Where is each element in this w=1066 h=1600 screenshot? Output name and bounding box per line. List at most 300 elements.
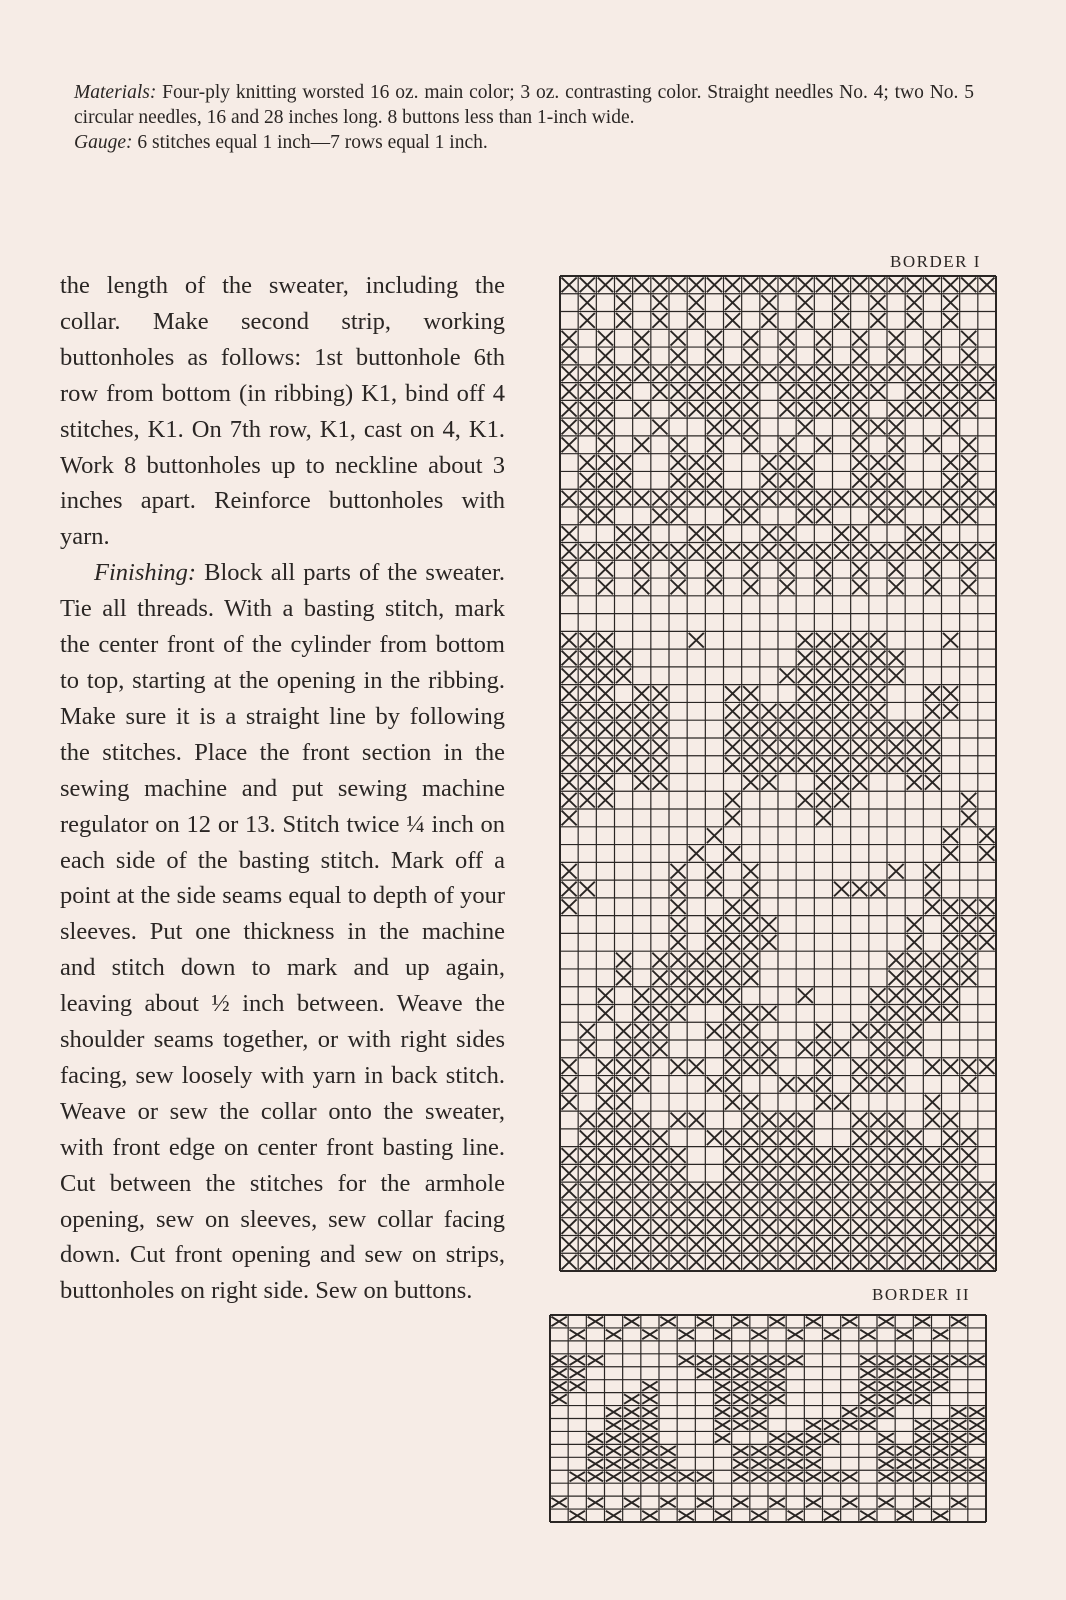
border-1-stitch-x [726,1042,740,1055]
border-1-stitch-x [835,740,849,753]
border-1-stitch-x [889,278,903,291]
border-1-stitch-x [689,545,703,558]
border-1-stitch-x [798,385,812,398]
border-2-stitch-x [698,1472,712,1481]
border-2-stitch-x [625,1434,639,1443]
border-1-stitch-x [580,1131,594,1144]
border-1-stitch-x [635,562,649,575]
border-1-stitch-x [871,1202,885,1215]
border-1-stitch-x [617,456,631,469]
border-1-stitch-x [726,1024,740,1037]
border-2-stitch-x [643,1330,657,1339]
border-1-stitch-x [671,1060,685,1073]
border-1-stitch-x [853,403,867,416]
border-1-stitch-x [671,438,685,451]
border-1-stitch-x [653,278,667,291]
border-1-stitch-x [671,936,685,949]
border-1-stitch-x [671,1202,685,1215]
border-1-stitch-x [926,971,940,984]
border-1-stitch-x [653,722,667,735]
border-2-stitch-x [934,1421,948,1430]
border-1-stitch-x [580,545,594,558]
border-2-stitch-x [570,1472,584,1481]
border-1-stitch-x [962,1060,976,1073]
border-1-stitch-x [926,687,940,700]
finishing-label: Finishing: [94,559,197,587]
border-1-stitch-x [835,776,849,789]
border-2-stitch-x [788,1434,802,1443]
border-2-stitch-x [879,1498,893,1507]
border-1-stitch-x [798,1255,812,1268]
border-1-stitch-x [871,740,885,753]
border-2-stitch-x [843,1498,857,1507]
border-1-stitch-x [762,722,776,735]
border-1-stitch-x [726,420,740,433]
border-1-stitch-x [580,1024,594,1037]
border-1-stitch-x [762,936,776,949]
border-1-stitch-x [635,1113,649,1126]
border-2-stitch-x [734,1356,748,1365]
border-1-stitch-x [926,580,940,593]
border-2-stitch-x [916,1472,930,1481]
border-1-stitch-x [962,349,976,362]
border-1-stitch-x [599,403,613,416]
border-1-stitch-x [599,1131,613,1144]
border-1-stitch-x [835,1096,849,1109]
border-1-stitch-x [580,776,594,789]
border-1-stitch-x [962,562,976,575]
border-1-stitch-x [889,332,903,345]
border-1-stitch-x [689,953,703,966]
border-1-stitch-x [562,1078,576,1091]
border-1-stitch-x [853,349,867,362]
border-2-stitch-x [734,1421,748,1430]
border-1-stitch-x [617,527,631,540]
border-2-stitch-x [698,1498,712,1507]
border-1-stitch-x [907,1255,921,1268]
border-1-stitch-x [671,971,685,984]
border-2-stitch-x [570,1382,584,1391]
border-1-stitch-x [671,349,685,362]
border-2-stitch-x [897,1511,911,1520]
border-1-stitch-x [907,385,921,398]
border-1-stitch-x [708,1024,722,1037]
border-1-stitch-x [944,509,958,522]
border-1-stitch-x [689,971,703,984]
border-1-stitch-x [762,1149,776,1162]
border-1-stitch-x [835,296,849,309]
border-1-stitch-x [762,1255,776,1268]
border-2-stitch-x [679,1472,693,1481]
border-2-stitch-x [589,1317,603,1326]
border-1-stitch-x [762,1007,776,1020]
border-1-stitch-x [635,1167,649,1180]
border-1-stitch-x [599,332,613,345]
border-1-stitch-x [907,278,921,291]
border-1-stitch-x [617,474,631,487]
border-1-stitch-x [708,865,722,878]
border-2-stitch-x [607,1330,621,1339]
border-1-stitch-x [726,367,740,380]
materials-text: Four-ply knitting worsted 16 oz. main color; 3 oz. contrasting color. Straight needles No. 4; two No. 5 circular needles, 16 and 28 inches long. 8 buttons less than 1-inch wide. [74,82,974,128]
border-1-stitch-x [853,1220,867,1233]
border-1-stitch-x [580,1238,594,1251]
border-1-stitch-x [726,509,740,522]
border-1-stitch-x [835,1202,849,1215]
border-1-stitch-x [744,971,758,984]
border-1-stitch-x [708,278,722,291]
border-1-stitch-x [798,1042,812,1055]
border-1-stitch-x [835,1238,849,1251]
border-2-stitch-x [916,1382,930,1391]
border-1-stitch-x [853,332,867,345]
border-2-stitch-x [716,1408,730,1417]
border-1-stitch-x [926,349,940,362]
border-2-stitch-x [897,1369,911,1378]
border-1-stitch-x [671,278,685,291]
border-2-stitch-x [952,1421,966,1430]
border-1-stitch-x [708,936,722,949]
border-1-stitch-x [926,776,940,789]
border-1-stitch-x [653,296,667,309]
border-1-stitch-x [689,385,703,398]
border-1-stitch-x [599,989,613,1002]
border-1-stitch-x [562,1184,576,1197]
border-2-stitch-x [807,1434,821,1443]
border-1-stitch-x [907,776,921,789]
border-1-stitch-x [726,1202,740,1215]
border-1-stitch-x [907,918,921,931]
border-1-stitch-x [708,953,722,966]
border-1-stitch-x [907,989,921,1002]
border-2-stitch-x [788,1460,802,1469]
border-1-stitch-x [835,1220,849,1233]
border-2-stitch-x [734,1447,748,1456]
border-2-stitch-x [897,1330,911,1339]
border-1-stitch-x [907,545,921,558]
border-1-stitch-x [744,1255,758,1268]
border-2-stitch-x [825,1330,839,1339]
border-1-stitch-x [599,740,613,753]
border-1-stitch-x [762,1184,776,1197]
border-1-stitch-x [944,1184,958,1197]
border-2-stitch-x [825,1434,839,1443]
border-1-stitch-x [907,1220,921,1233]
border-1-stitch-x [726,918,740,931]
border-1-stitch-x [708,527,722,540]
border-1-stitch-x [708,829,722,842]
border-1-stitch-x [980,385,994,398]
border-1-stitch-x [926,1060,940,1073]
border-1-stitch-x [580,722,594,735]
border-1-stitch-x [653,1007,667,1020]
border-1-stitch-x [817,438,831,451]
border-1-stitch-x [926,491,940,504]
border-2-stitch-x [861,1408,875,1417]
border-1-stitch-x [980,545,994,558]
border-1-stitch-x [944,1167,958,1180]
border-1-stitch-x [944,491,958,504]
finishing-text: Block all parts of the sweater. Tie all threads. With a basting stitch, mark the center front of the cylinder from bottom to top, starting at the opening in the ribbing. Make sure it is a straight line by following the stitches. Place the front section in the sewing machine and put sewing machine regulator on 12 or 13. Stitch twice ¼ inch on each side of the basting stitch. Mark off a point at the side seams equal to depth of your sleeves. Put one thickness in the machine and stitch down to mark and up again, leaving about ½ inch between. Weave the shoulder seams together, or with right sides facing, sew loosely with yarn in back stitch. Weave or sew the collar onto the sweater, with front edge on center front basting line. Cut between the stitches for the armhole opening, sew on sleeves, sew collar facing down. Cut front opening and sew on strips, buttonholes on right side. Sew on buttons. [60,559,505,1305]
border-1-stitch-x [617,651,631,664]
border-2-stitch-x [934,1511,948,1520]
border-2-stitch-x [589,1356,603,1365]
border-1-stitch-x [907,491,921,504]
border-1-stitch-x [780,722,794,735]
border-1-stitch-x [889,651,903,664]
border-2-stitch-x [661,1317,675,1326]
border-1-stitch-x [780,1184,794,1197]
border-1-stitch-x [926,385,940,398]
border-1-stitch-x [744,420,758,433]
border-1-stitch-x [980,847,994,860]
border-2-stitch-x [861,1511,875,1520]
border-1-stitch-x [944,296,958,309]
border-2-stitch-x [643,1447,657,1456]
border-1-stitch-x [726,847,740,860]
border-1-stitch-x [744,1007,758,1020]
border-1-stitch-x [562,1149,576,1162]
border-1-stitch-x [617,278,631,291]
border-1-stitch-x [944,545,958,558]
border-1-stitch-x [944,1131,958,1144]
border-1-stitch-x [617,1255,631,1268]
border-1-stitch-x [562,278,576,291]
border-1-stitch-x [835,687,849,700]
border-1-stitch-x [580,1149,594,1162]
border-1-stitch-x [962,278,976,291]
border-1-stitch-x [944,1060,958,1073]
border-1-stitch-x [744,936,758,949]
border-1-stitch-x [817,687,831,700]
border-1-stitch-x [853,438,867,451]
border-1-stitch-x [926,1238,940,1251]
border-1-stitch-x [708,474,722,487]
border-1-stitch-x [817,509,831,522]
border-1-stitch-x [580,758,594,771]
border-1-stitch-x [889,669,903,682]
border-1-stitch-x [671,1167,685,1180]
border-1-stitch-x [907,403,921,416]
border-1-stitch-x [889,367,903,380]
border-1-stitch-x [980,936,994,949]
border-1-stitch-x [671,403,685,416]
border-1-stitch-x [962,438,976,451]
border-1-stitch-x [562,1255,576,1268]
border-1-stitch-x [762,740,776,753]
gauge-line [74,130,974,155]
border-1-stitch-x [580,793,594,806]
border-1-stitch-x [580,634,594,647]
border-1-stitch-x [780,1131,794,1144]
border-1-stitch-x [853,669,867,682]
border-1-stitch-x [580,456,594,469]
border-1-stitch-x [889,403,903,416]
border-2-stitch-x [788,1356,802,1365]
border-1-stitch-x [944,989,958,1002]
border-1-stitch-x [817,1096,831,1109]
border-1-stitch-x [744,776,758,789]
border-1-stitch-x [907,367,921,380]
border-2-stitch-x [970,1408,984,1417]
border-1-stitch-x [689,1060,703,1073]
border-1-stitch-x [726,314,740,327]
border-1-stitch-x [817,1042,831,1055]
border-1-stitch-x [562,1238,576,1251]
border-1-stitch-x [817,758,831,771]
border-1-stitch-x [980,1202,994,1215]
border-1-stitch-x [744,722,758,735]
border-2-stitch-x [843,1421,857,1430]
border-1-stitch-x [944,634,958,647]
border-1-stitch-x [726,793,740,806]
border-1-stitch-x [853,634,867,647]
border-1-stitch-x [653,314,667,327]
border-2-stitch-x [952,1434,966,1443]
border-1-stitch-x [617,669,631,682]
border-1-stitch-x [635,1202,649,1215]
border-1-stitch-x [599,1220,613,1233]
border-2-stitch-x [607,1408,621,1417]
border-1-stitch-x [853,527,867,540]
border-1-stitch-x [617,1096,631,1109]
border-1-stitch-x [599,758,613,771]
border-2-stitch-x [952,1460,966,1469]
border-1-stitch-x [726,1078,740,1091]
border-2-stitch-x [788,1511,802,1520]
border-2-stitch-x [861,1369,875,1378]
border-1-stitch-x [780,1167,794,1180]
border-1-stitch-x [726,545,740,558]
border-1-stitch-x [744,1184,758,1197]
border-1-stitch-x [798,634,812,647]
border-2-stitch-x [570,1369,584,1378]
border-2-stitch-x [879,1434,893,1443]
border-1-stitch-x [562,793,576,806]
border-1-stitch-x [599,1078,613,1091]
border-1-stitch-x [744,882,758,895]
border-1-stitch-x [926,865,940,878]
border-1-stitch-x [599,687,613,700]
border-2-stitch-x [661,1472,675,1481]
border-1-stitch-x [671,900,685,913]
border-2-stitch-x [934,1330,948,1339]
border-1-stitch-x [653,1238,667,1251]
border-1-stitch-x [708,989,722,1002]
border-1-stitch-x [962,491,976,504]
border-1-stitch-x [871,385,885,398]
border-1-stitch-x [617,491,631,504]
border-2-stitch-x [570,1511,584,1520]
border-2-stitch-x [716,1369,730,1378]
border-1-stitch-x [853,1238,867,1251]
border-1-stitch-x [708,332,722,345]
border-2-stitch-x [861,1356,875,1365]
border-1-stitch-x [562,1096,576,1109]
border-2-stitch-x [770,1472,784,1481]
border-1-stitch-x [780,705,794,718]
border-1-stitch-x [726,740,740,753]
border-2-stitch-x [934,1356,948,1365]
border-2-stitch-x [589,1498,603,1507]
border-1-stitch-x [671,989,685,1002]
border-1-stitch-x [562,740,576,753]
border-1-stitch-x [653,1255,667,1268]
border-1-stitch-x [762,1238,776,1251]
border-1-stitch-x [580,1202,594,1215]
border-1-stitch-x [871,314,885,327]
border-1-stitch-x [744,545,758,558]
border-1-stitch-x [689,1238,703,1251]
border-1-stitch-x [853,580,867,593]
border-1-stitch-x [562,776,576,789]
border-1-stitch-x [871,758,885,771]
border-1-stitch-x [926,332,940,345]
border-1-stitch-x [653,776,667,789]
border-1-stitch-x [762,1202,776,1215]
border-1-stitch-x [835,278,849,291]
border-1-stitch-x [835,1149,849,1162]
border-2-stitch-x [970,1472,984,1481]
border-1-stitch-x [889,740,903,753]
border-2-stitch-x [952,1447,966,1456]
border-1-stitch-x [744,562,758,575]
border-2-stitch-x [897,1460,911,1469]
border-2-stitch-x [770,1356,784,1365]
border-1-stitch-x [562,580,576,593]
border-2-stitch-x [879,1460,893,1469]
border-1-stitch-x [708,1202,722,1215]
border-1-stitch-x [780,491,794,504]
border-1-stitch-x [871,687,885,700]
border-1-stitch-x [671,509,685,522]
border-1-stitch-x [762,1220,776,1233]
border-1-stitch-x [726,971,740,984]
border-1-stitch-x [671,1184,685,1197]
border-1-stitch-x [944,687,958,700]
border-1-stitch-x [580,740,594,753]
border-1-stitch-x [689,847,703,860]
border-2-stitch-x [698,1369,712,1378]
border-1-stitch-x [635,332,649,345]
border-2-stitch-x [552,1395,566,1404]
border-1-stitch-x [853,1255,867,1268]
border-1-stitch-x [671,1238,685,1251]
border-1-stitch-x [708,562,722,575]
border-1-stitch-x [944,918,958,931]
border-1-stitch-x [762,367,776,380]
border-1-stitch-x [780,403,794,416]
border-2-stitch-x [698,1356,712,1365]
border-1-stitch-x [944,829,958,842]
border-2-stitch-x [934,1447,948,1456]
border-1-stitch-x [780,1238,794,1251]
border-1-stitch-x [798,705,812,718]
border-1-stitch-x [889,1255,903,1268]
border-1-stitch-x [562,385,576,398]
border-1-stitch-x [562,1220,576,1233]
border-1-stitch-x [980,491,994,504]
border-1-stitch-x [562,545,576,558]
border-1-stitch-x [617,758,631,771]
border-1-stitch-x [853,491,867,504]
border-2-stitch-x [625,1395,639,1404]
border-1-stitch-x [780,278,794,291]
border-1-stitch-x [817,793,831,806]
border-1-stitch-x [853,1024,867,1037]
border-1-stitch-x [617,705,631,718]
border-1-stitch-x [889,758,903,771]
